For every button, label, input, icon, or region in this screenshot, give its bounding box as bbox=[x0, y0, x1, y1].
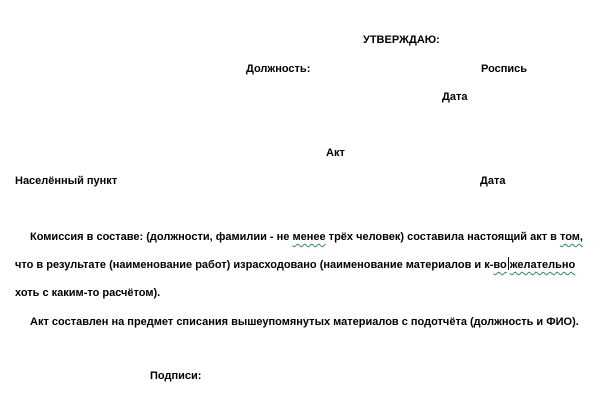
spellcheck-segment: менее bbox=[292, 231, 326, 243]
signatures-label: Подписи: bbox=[150, 370, 202, 382]
spellcheck-segment: во bbox=[493, 259, 507, 271]
signature-label: Роспись bbox=[481, 63, 528, 75]
text-cursor bbox=[508, 257, 509, 270]
text-segment: трёх человек) составила настоящий акт в bbox=[325, 231, 560, 243]
approve-heading: УТВЕРЖДАЮ: bbox=[363, 34, 440, 46]
document-date-label: Дата bbox=[480, 175, 506, 187]
paragraph-line-2 bbox=[15, 251, 585, 279]
position-label: Должность: bbox=[246, 63, 311, 75]
spellcheck-segment: желательно bbox=[509, 259, 576, 271]
approval-date-label: Дата bbox=[442, 91, 468, 103]
text-segment: Комиссия в составе: (должности, фамилии - не bbox=[30, 231, 293, 243]
paragraph-line-1 bbox=[15, 223, 585, 251]
spellcheck-segment: том, bbox=[559, 231, 583, 243]
settlement-label: Населённый пункт bbox=[15, 175, 118, 187]
paragraph-commission bbox=[15, 223, 585, 307]
paragraph-write-off: Акт составлен на предмет списания вышеупомянутых материалов с подотчёта (должность и ФИО). bbox=[30, 316, 579, 328]
paragraph-line-3: хоть с каким-то расчётом). bbox=[15, 287, 161, 299]
text-segment: что в результате (наименование работ) израсходовано (наименование материалов и к- bbox=[15, 259, 494, 271]
document-title: Акт bbox=[326, 147, 345, 159]
